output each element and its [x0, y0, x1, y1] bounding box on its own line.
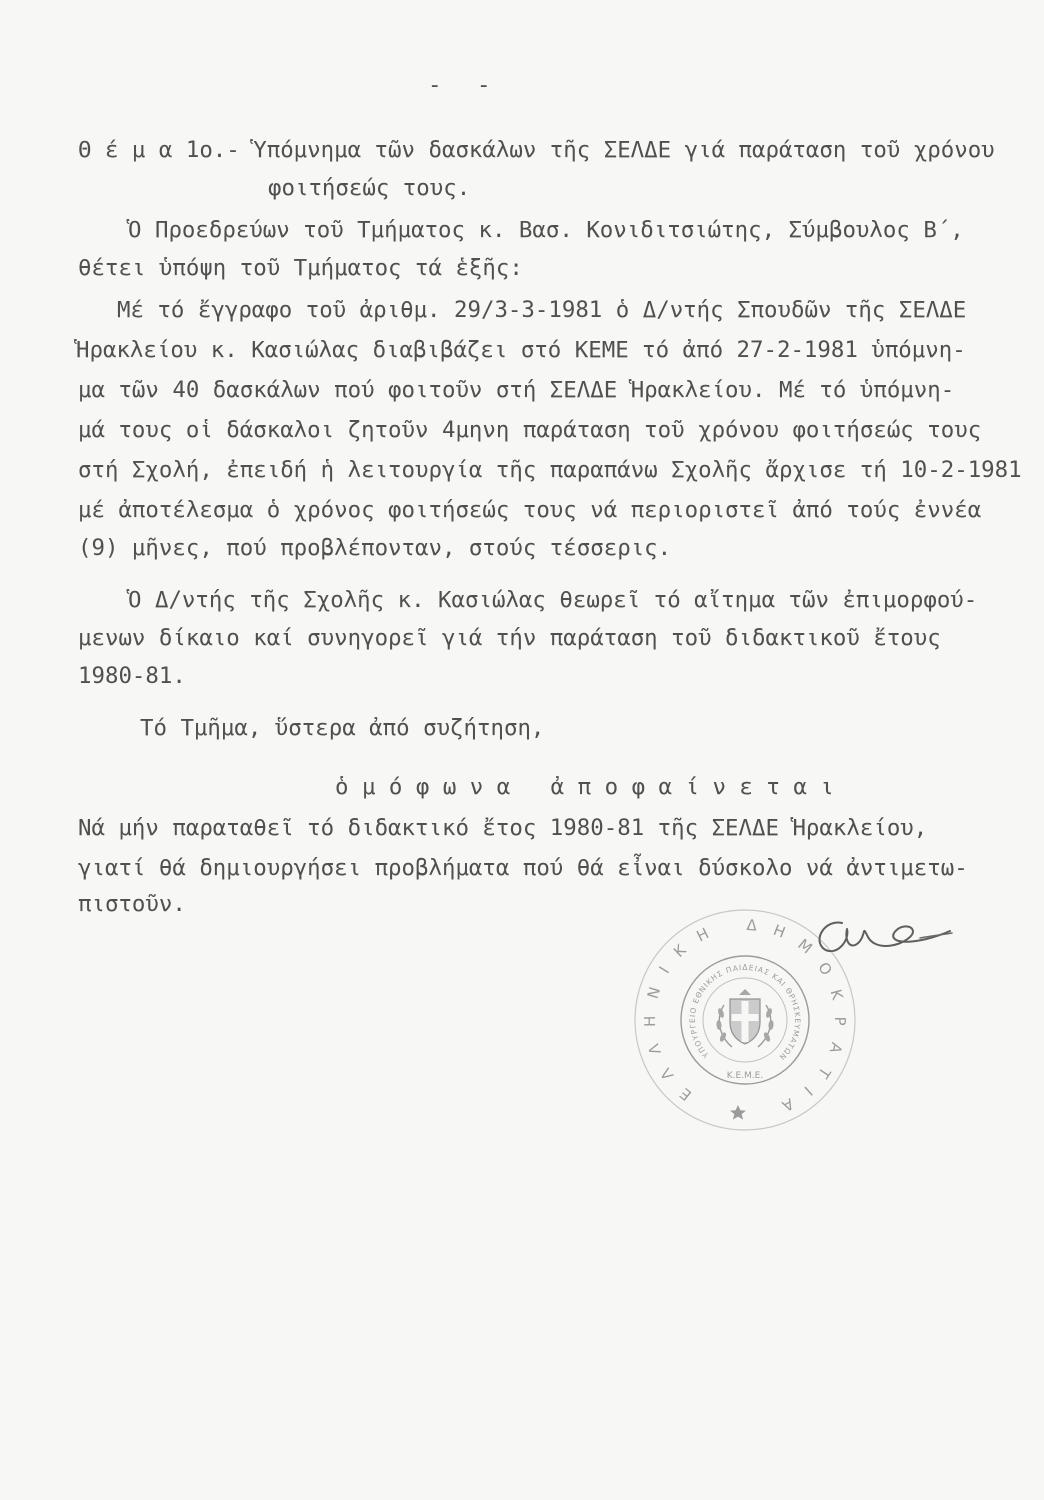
paragraph-1-line: μά τους οἱ δάσκαλοι ζητοῦν 4μηνη παράταση τοῦ χρόνου φοιτήσεώς τους	[78, 417, 982, 443]
deliberation-line: Τό Τμῆμα, ὕστερα ἀπό συζήτηση,	[140, 715, 545, 741]
intro-line: Ὁ Προεδρεύων τοῦ Τμήματος κ. Βασ. Κονιδιτσιώτης, Σύμβουλος Β΄,	[128, 217, 964, 243]
decision-line: Νά μήν παραταθεῖ τό διδακτικό ἔτος 1980-81 τῆς ΣΕΛΔΕ Ἡρακλείου,	[78, 815, 928, 841]
paragraph-2-line: Ὁ Δ/ντής τῆς Σχολῆς κ. Κασιώλας θεωρεῖ τό αἴτημα τῶν ἐπιμορφού-	[128, 587, 978, 613]
topic-heading	[78, 137, 995, 163]
paragraph-1-line: μα τῶν 40 δασκάλων πού φοιτοῦν στή ΣΕΛΔΕ Ἡρακλείου. Μέ τό ὑπόμνη-	[78, 377, 955, 403]
decision-heading: ὁ μ ό φ ω ν α ἀ π ο φ α ί ν ε τ α ι	[335, 774, 834, 800]
topic-title-continuation: φοιτήσεώς τους.	[268, 175, 471, 201]
paragraph-1-line: (9) μῆνες, πού προβλέπονταν, στούς τέσσερις.	[78, 535, 672, 561]
paragraph-2-line: 1980-81.	[78, 663, 186, 689]
decision-line: πιστοῦν.	[78, 891, 186, 917]
paragraph-1-line: στή Σχολή, ἐπειδή ἡ λειτουργία τῆς παραπάνω Σχολῆς ἄρχισε τή 10-2-1981	[78, 457, 1022, 483]
seal-outer-text: ΕΛΛΗΝΙΚΗ ΔΗΜΟΚΡΑΤΙΑ	[640, 915, 850, 1116]
seal-inner-text: ΥΠΟΥΡΓΕΙΟ ΕΘΝΙΚΗΣ ΠΑΙΔΕΙΑΣ ΚΑΙ ΘΡΗΣΚΕΥΜΑΤΩΝ	[687, 962, 803, 1062]
paragraph-2-line: μενων δίκαιο καί συνηγορεῖ γιά τήν παράταση τοῦ διδακτικοῦ ἔτους	[78, 625, 941, 651]
seal-bottom-text: Κ.Ε.Μ.Ε.	[726, 1071, 764, 1081]
page-marker: - -	[428, 72, 491, 98]
topic-label: Θ έ μ α 1ο.-	[78, 137, 240, 163]
intro-line: θέτει ὑπόψη τοῦ Τμήματος τά ἑξῆς:	[78, 255, 523, 281]
paragraph-1-line: Ἡρακλείου κ. Κασιώλας διαβιβάζει στό ΚΕΜΕ τό ἀπό 27-2-1981 ὑπόμνη-	[76, 337, 966, 363]
signature	[800, 905, 960, 975]
seal-star-icon	[730, 1105, 746, 1120]
topic-title: Ὑπόμνημα τῶν δασκάλων τῆς ΣΕΛΔΕ γιά παράταση τοῦ χρόνου	[253, 137, 995, 163]
coat-of-arms-icon	[716, 989, 774, 1047]
decision-line: γιατί θά δημιουργήσει προβλήματα πού θά εἶναι δύσκολο νά ἀντιμετω-	[78, 855, 968, 881]
paragraph-1-line: μέ ἀποτέλεσμα ὁ χρόνος φοιτήσεώς τους νά περιοριστεῖ ἀπό τούς ἐννέα	[78, 497, 982, 523]
paragraph-1-line: Μέ τό ἔγγραφο τοῦ ἀριθμ. 29/3-3-1981 ὁ Δ/ντής Σπουδῶν τῆς ΣΕΛΔΕ	[117, 297, 967, 323]
